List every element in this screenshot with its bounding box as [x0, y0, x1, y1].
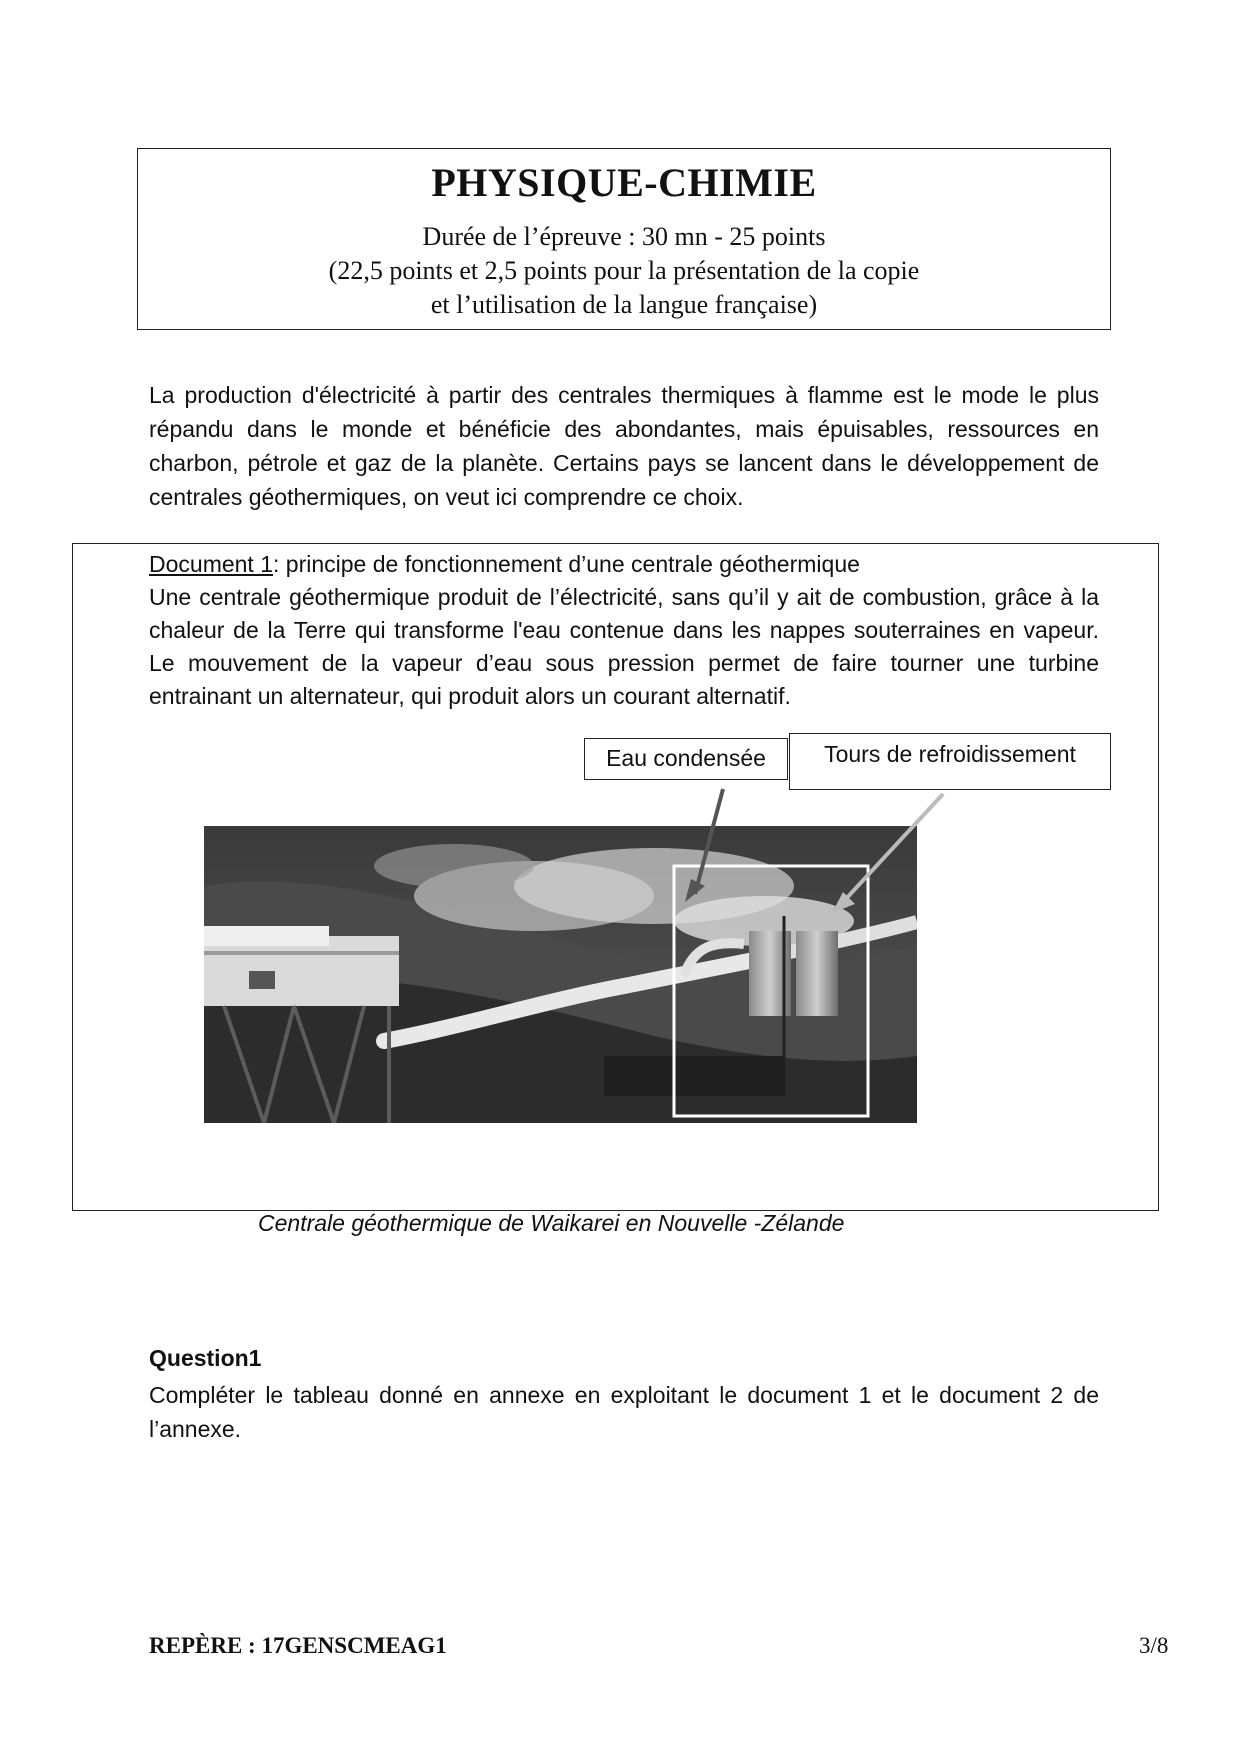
- points-line-1: (22,5 points et 2,5 points pour la présentation de la copie: [328, 256, 920, 285]
- question-text: Compléter le tableau donné en annexe en exploitant le document 1 et le document 2 de l’annexe.: [149, 1382, 1099, 1442]
- header-box: [137, 148, 1111, 330]
- document-1-box: [72, 543, 1159, 1211]
- document-1-label: Document 1: [149, 551, 274, 577]
- document-1-body: Une centrale géothermique produit de l’électricité, sans qu’il y ait de combustion, grâce à la chaleur de la Terre qui transforme l'eau contenue dans les nappes souterraines en vapeur. Le mouvement de la vapeur d’eau sous pression permet de faire tourner une turbine entrainant un alternateur, qui produit alors un courant alternatif.: [149, 584, 1099, 709]
- callout-eau-condensee: Eau condensée: [584, 738, 788, 780]
- callout-tours-refroidissement: Tours de refroidissement: [789, 733, 1111, 790]
- page-number: 3/8: [1139, 1633, 1169, 1658]
- exam-duration: Durée de l’épreuve : 30 mn - 25 points: [422, 222, 826, 251]
- footer-reference: REPÈRE : 17GENSCMEAG1: [149, 1633, 447, 1658]
- points-line-2: et l’utilisation de la langue française): [430, 290, 818, 319]
- intro-paragraph: La production d'électricité à partir des centrales thermiques à flamme est le mode le plus répandu dans le monde et bénéficie des abondantes, mais épuisables, ressources en charbon, pétrole et gaz de la planète. Certains pays se lancent dans le développement de centrales géothermiques, on veut ici comprendre ce choix.: [149, 382, 1099, 510]
- document-1-heading: : principe de fonctionnement d’une centrale géothermique: [273, 551, 860, 577]
- question-title: Question1: [149, 1345, 262, 1371]
- page-title: PHYSIQUE-CHIMIE: [431, 160, 817, 205]
- photo-caption: Centrale géothermique de Waikarei en Nouvelle -Zélande: [258, 1210, 845, 1236]
